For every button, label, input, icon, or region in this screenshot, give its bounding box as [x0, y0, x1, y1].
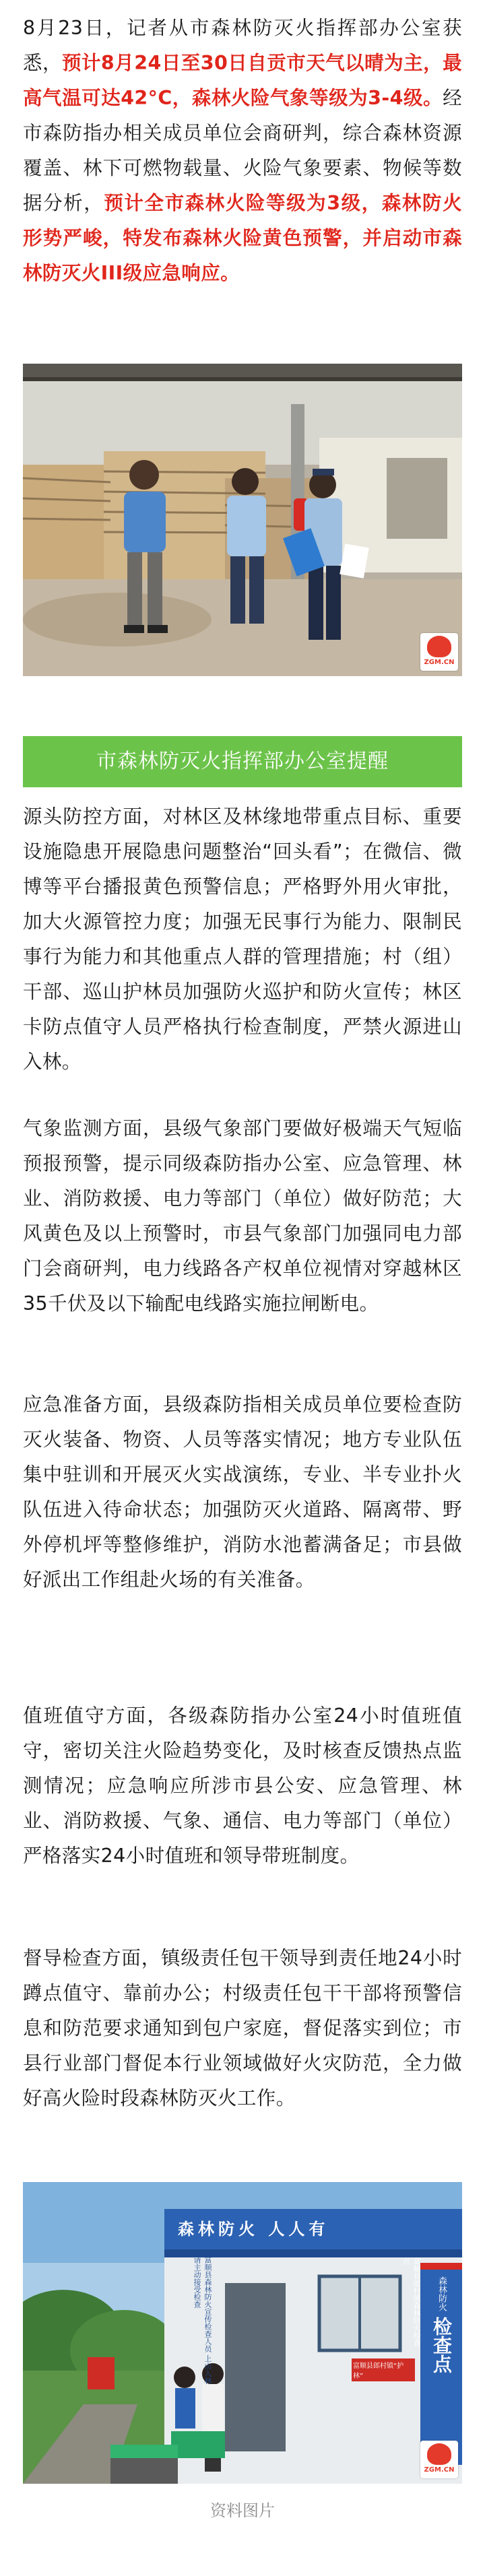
checkpoint-side-sign-main: 检查点: [430, 2317, 453, 2373]
checkpoint-sign-top: 森林防火 人人有: [178, 2220, 329, 2239]
checkpoint-vertical-text: 富顺县森林防火宣传检查人员 上山入林请主动接受检查: [193, 2256, 212, 2385]
checkpoint-red-sign: 富顺县郎村镇“护林”: [352, 2358, 415, 2381]
intro-text: 8月23日，记者从市森林防灭火指挥部办公室获悉，: [23, 17, 462, 74]
section-source-control: 源头防控方面，对林区及林缘地带重点目标、重要设施隐患开展隐患问题整治“回头看”；在微信、微博等平台播报黄色预警信息；严格野外用火审批，加大火源管控力度；加强无民事行为能力、限制民事行为能力和其他重点人群的管理措施；村（组）干部、巡山护林员加强防火巡护和防火宣传；林区卡防点值守人员严格执行检查制度，严禁火源进山入林。: [23, 805, 462, 1073]
section-banner: 市森林防灭火指挥部办公室提醒: [23, 736, 462, 787]
checkpoint-side-sign: [422, 2276, 461, 2373]
zgm-logo-icon-2: [427, 2443, 451, 2465]
photo-fire-checkpoint: [23, 2182, 462, 2484]
checkpoint-slogan: 富顺县郎村镇森林防火检查点: [401, 2257, 421, 2346]
zgm-logo-icon: [427, 636, 451, 657]
watermark-logo-2: ZGM.CN: [420, 2441, 458, 2478]
intro-highlight-2: 预计全市森林火险等级为3级，森林防火形势严峻，特发布森林火险黄色预警，并启动市森林防灭火III级应急响应。: [23, 192, 462, 284]
watermark-logo: ZGM.CN: [420, 633, 458, 671]
section-emergency-preparation: 应急准备方面，县级森防指相关成员单位要检查防灭火装备、物资、人员等落实情况；地方专业队伍集中驻训和开展灭火实战演练，专业、半专业扑火队伍进入待命状态；加强防灭火道路、隔离带、野外停机坪等整修维护，消防水池蓄满备足；市县做好派出工作组赴火场的有关准备。: [23, 1393, 462, 1591]
section-supervision: 督导检查方面，镇级责任包干领导到责任地24小时蹲点值守、靠前办公；村级责任包干干部将预警信息和防范要求通知到包户家庭，督促落实到位；市县行业部门督促本行业领域做好火灾防范，全力做好高火险时段森林防灭火工作。: [23, 1947, 462, 2109]
checkpoint-side-sign-top: 森林防火: [437, 2276, 447, 2311]
photo-patrol-inspection: [23, 364, 462, 676]
intro-text-2: 经市森防指办相关成员单位会商研判，综合森林资源覆盖、林下可燃物载量、火险气象要素、物候等数据分析，: [23, 87, 462, 214]
section-duty: 值班值守方面，各级森防指办公室24小时值班值守，密切关注火险趋势变化，及时核查反馈热点监测情况；应急响应所涉市县公安、应急管理、林业、消防救援、气象、通信、电力等部门（单位）严格落实24小时值班和领导带班制度。: [23, 1705, 462, 1867]
intro-highlight: 预计8月24日至30日自贡市天气以晴为主，最高气温可达42°C，森林火险气象等级为3-4级。: [23, 52, 462, 109]
section-weather-monitoring: 气象监测方面，县级气象部门要做好极端天气短临预报预警，提示同级森防指办公室、应急管理、林业、消防救援、电力等部门（单位）做好防范；大风黄色及以上预警时，市县气象部门加强同电力部门会商研判，电力线路各产权单位视情对穿越林区35千伏及以下输配电线路实施拉闸断电。: [23, 1117, 462, 1315]
intro-paragraph: [23, 11, 462, 291]
photo-caption: 资料图片: [210, 2501, 275, 2520]
